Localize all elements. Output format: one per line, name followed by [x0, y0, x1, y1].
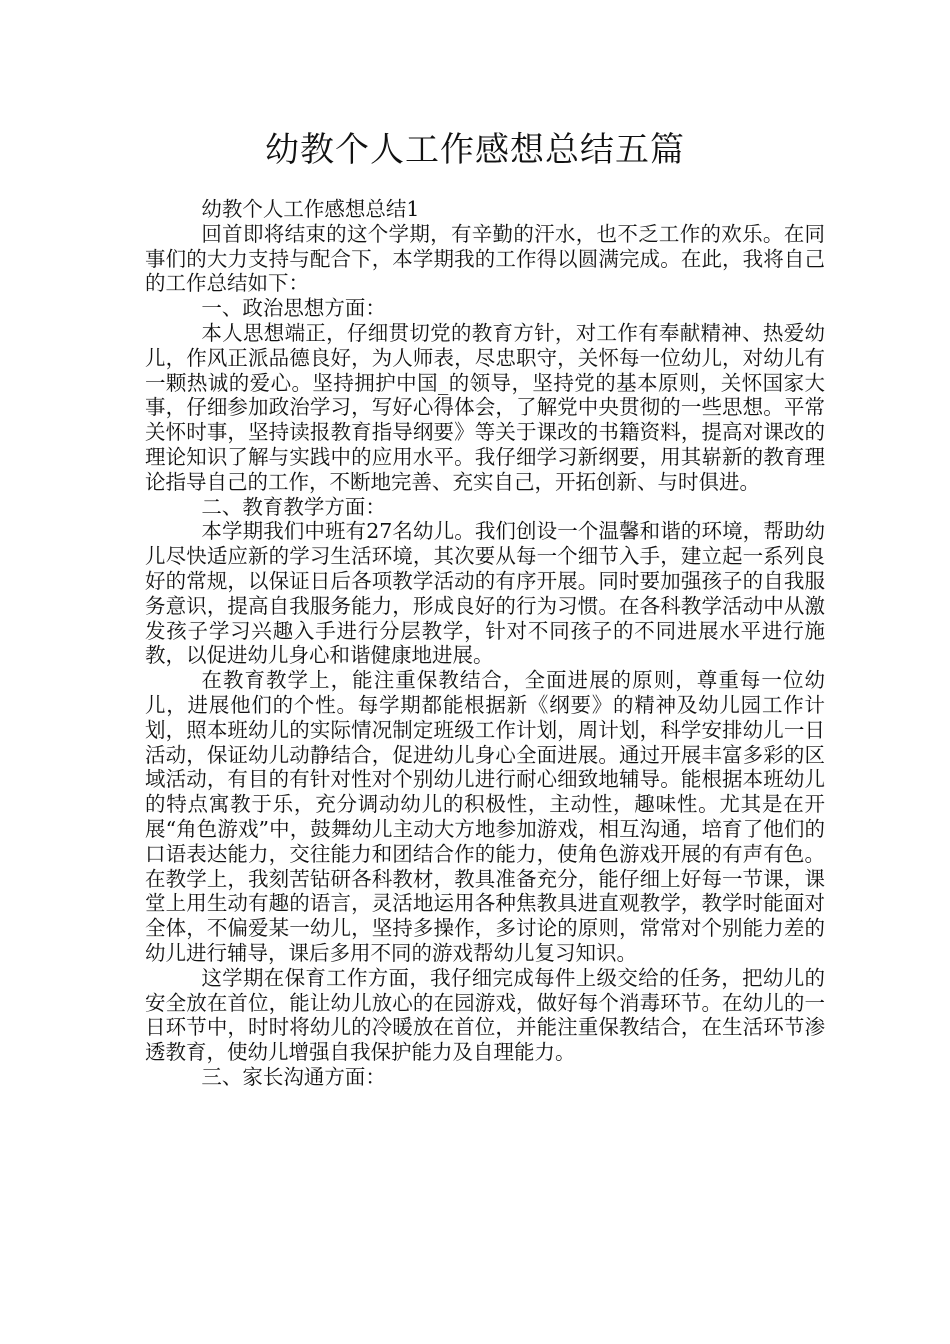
document-title: 幼教个人工作感想总结五篇	[265, 130, 685, 170]
heading-parent-communication: 三、家长沟通方面：	[201, 1064, 386, 1089]
paragraph-teaching-practice: 在教育教学上，能注重保教结合，全面进展的原则，尊重每一位幼儿，进展他们的个性。每学期都能根据新《纲要》的精神及幼儿园工作计划，照本班幼儿的实际情况制定班级工作计划，周计划，科学安排幼儿一日活动，保证幼儿动静结合，促进幼儿身心全面进展。通过开展丰富多彩的区域活动，有目的有针对性对个别幼儿进行耐心细致地辅导。能根据本班幼儿的特点寓教于乐，充分调动幼儿的积极性，主动性，趣味性。尤其是在开展“角色游戏”中，鼓舞幼儿主动大方地参加游戏，相互沟通，培育了他们的口语表达能力，交往能力和团结合作的能力，使角色游戏开展的有声有色。在教学上，我刻苦钻研各科教材，教具准备充分，能仔细上好每一节课，课堂上用生动有趣的语言，灵活地运用各种焦教具进直观教学，教学时能面对全体，不偏爱某一幼儿，坚持多操作，多讨论的原则，常常对个别能力差的幼儿进行辅导，课后多用不同的游戏帮幼儿复习知识。	[145, 668, 825, 965]
paragraph-childcare: 这学期在保育工作方面，我仔细完成每件上级交给的任务，把幼儿的安全放在首位，能让幼儿放心的在园游戏，做好每个消毒环节。在幼儿的一日环节中，时时将幼儿的冷暖放在首位，并能注重保教结合，在生活环节渗透教育，使幼儿增强自我保护能力及自理能力。	[145, 965, 825, 1065]
heading-political-thought: 一、政治思想方面：	[201, 296, 386, 321]
section-subtitle: 幼教个人工作感想总结1	[201, 197, 420, 221]
document-body	[145, 197, 825, 1090]
paragraph-political-thought: 本人思想端正，仔细贯切党的教育方针，对工作有奉献精神、热爱幼儿，作风正派品德良好，为人师表，尽忠职守，关怀每一位幼儿，对幼儿有一颗热诚的爱心。坚持拥护中国_的领导，坚持党的基本原则，关怀国家大事，仔细参加政治学习，写好心得体会，了解党中央贯彻的一些思想。平常关怀时事，坚持读报教育指导纲要》等关于课改的书籍资料，提高对课改的理论知识了解与实践中的应用水平。我仔细学习新纲要，用其崭新的教育理论指导自己的工作，不断地完善、充实自己，开拓创新、与时俱进。	[145, 320, 825, 494]
heading-education-teaching: 二、教育教学方面：	[201, 494, 386, 519]
intro-paragraph: 回首即将结束的这个学期，有辛勤的汗水，也不乏工作的欢乐。在同事们的大力支持与配合下，本学期我的工作得以圆满完成。在此，我将自己的工作总结如下：	[145, 221, 825, 296]
paragraph-class-environment: 本学期我们中班有27名幼儿。我们创设一个温馨和谐的环境，帮助幼儿尽快适应新的学习生活环境，其次要从每一个细节入手，建立起一系列良好的常规，以保证日后各项教学活动的有序开展。同时要加强孩子的自我服务意识，提高自我服务能力，形成良好的行为习惯。在各科教学活动中从激发孩子学习兴趣入手进行分层教学，针对不同孩子的不同进展水平进行施教，以促进幼儿身心和谐健康地进展。	[145, 519, 825, 668]
